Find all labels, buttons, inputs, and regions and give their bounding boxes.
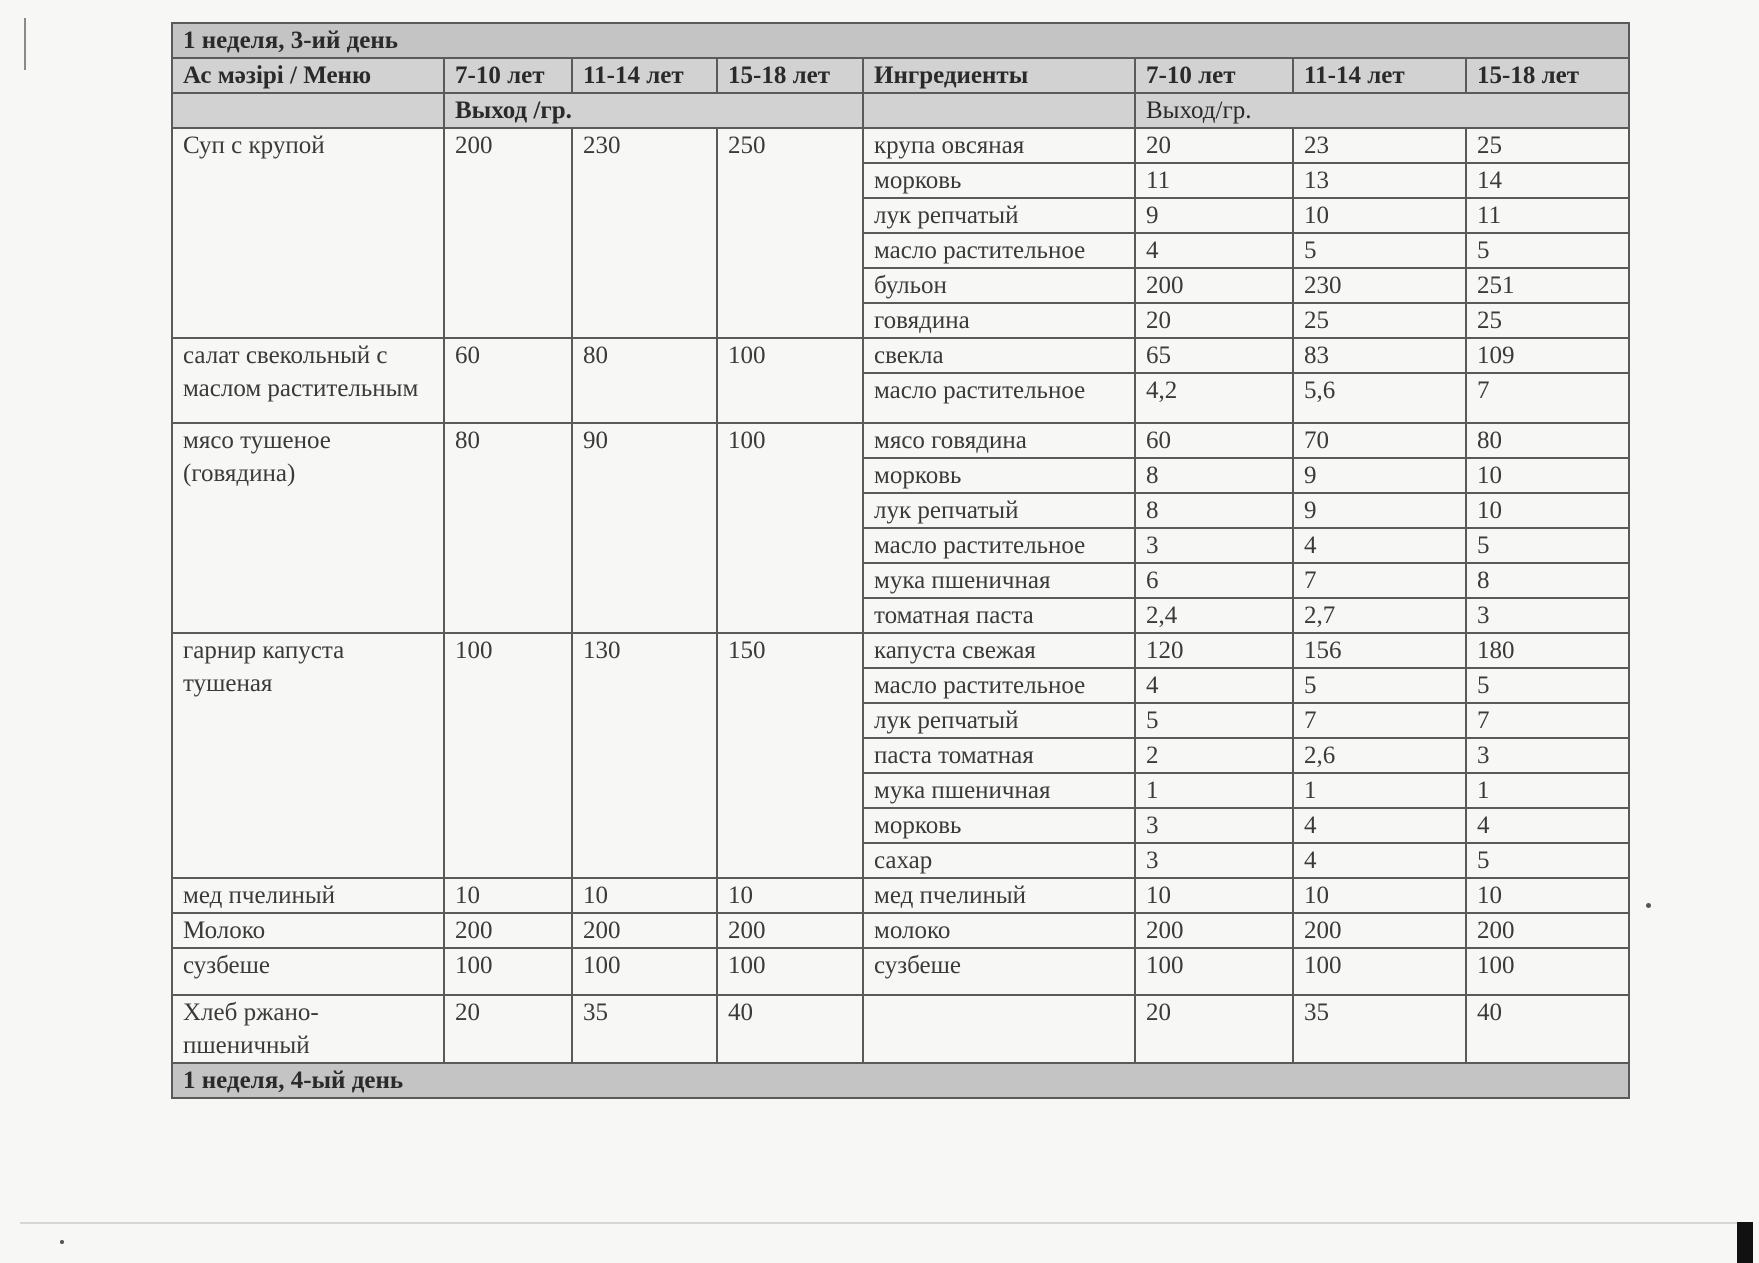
ingredient-amount-7-10: 8 [1135,458,1293,493]
scan-edge-left [24,18,26,70]
ingredient-amount-7-10: 200 [1135,268,1293,303]
dish-row [172,338,1629,373]
ingredient-name: масло растительное [863,668,1135,703]
ingredient-amount-15-18: 11 [1466,198,1629,233]
ingredient-name: говядина [863,303,1135,338]
ingredient-amount-15-18: 5 [1466,843,1629,878]
dish-yield-7-10: 200 [444,913,572,948]
dish-yield-11-14: 90 [572,423,717,633]
ingredient-amount-7-10: 6 [1135,563,1293,598]
dish-name: мясо тушеное (говядина) [172,423,444,633]
ingredient-amount-15-18: 25 [1466,303,1629,338]
week-day-title: 1 неделя, 3-ий день [172,23,1629,58]
ingredient-name: паста томатная [863,738,1135,773]
ingredient-amount-11-14: 2,7 [1293,598,1466,633]
ingredient-amount-11-14: 100 [1293,948,1466,995]
ingredients-header: Ингредиенты [863,58,1135,93]
ingredient-name: морковь [863,808,1135,843]
ingredient-name: бульон [863,268,1135,303]
dish-yield-15-18: 100 [717,423,863,633]
ingredient-name: томатная паста [863,598,1135,633]
ingredient-name: мясо говядина [863,423,1135,458]
dish-yield-15-18: 200 [717,913,863,948]
dish-yield-15-18: 100 [717,338,863,423]
ingredient-amount-15-18: 10 [1466,458,1629,493]
ingredient-amount-11-14: 4 [1293,528,1466,563]
ingredient-amount-7-10: 4,2 [1135,373,1293,423]
ingredient-name: масло растительное [863,373,1135,423]
yield-header-blank [863,93,1135,128]
yield-header-right: Выход/гр. [1135,93,1629,128]
dish-yield-11-14: 10 [572,878,717,913]
scan-edge-bottom [20,1222,1740,1224]
ingredient-amount-7-10: 9 [1135,198,1293,233]
ingredient-amount-7-10: 4 [1135,668,1293,703]
ingredient-amount-11-14: 5 [1293,668,1466,703]
ingredient-amount-11-14: 200 [1293,913,1466,948]
ingredient-name: морковь [863,458,1135,493]
dish-yield-11-14: 130 [572,633,717,878]
ingredient-amount-15-18: 3 [1466,598,1629,633]
dish-yield-7-10: 60 [444,338,572,423]
ingredient-amount-11-14: 10 [1293,198,1466,233]
dish-row [172,995,1629,1063]
ingredient-amount-11-14: 7 [1293,703,1466,738]
ingredient-amount-11-14: 230 [1293,268,1466,303]
ingredient-amount-7-10: 10 [1135,878,1293,913]
ingredient-amount-11-14: 5 [1293,233,1466,268]
scan-speck [60,1240,64,1244]
ingredient-amount-15-18: 25 [1466,128,1629,163]
ingredient-amount-15-18: 5 [1466,668,1629,703]
dish-name: мед пчелиный [172,878,444,913]
ingredient-amount-15-18: 251 [1466,268,1629,303]
ingredient-name: мука пшеничная [863,773,1135,808]
dish-yield-7-10: 10 [444,878,572,913]
ingredient-amount-11-14: 4 [1293,843,1466,878]
age-header-7-10: 7-10 лет [444,58,572,93]
dish-yield-11-14: 200 [572,913,717,948]
ingredient-amount-7-10: 20 [1135,128,1293,163]
ingredient-amount-7-10: 120 [1135,633,1293,668]
ingredient-amount-11-14: 1 [1293,773,1466,808]
ingredient-amount-11-14: 13 [1293,163,1466,198]
ingredient-amount-15-18: 7 [1466,373,1629,423]
ingredient-amount-7-10: 11 [1135,163,1293,198]
ingredient-amount-15-18: 7 [1466,703,1629,738]
ingredient-amount-11-14: 9 [1293,493,1466,528]
ingredient-amount-15-18: 1 [1466,773,1629,808]
table-body [172,23,1629,1098]
week-day-header-row [172,23,1629,58]
ingredient-age-header-11-14: 11-14 лет [1293,58,1466,93]
dish-yield-7-10: 100 [444,633,572,878]
ingredient-amount-11-14: 156 [1293,633,1466,668]
ingredient-amount-15-18: 180 [1466,633,1629,668]
ingredient-amount-11-14: 83 [1293,338,1466,373]
ingredient-name: лук репчатый [863,703,1135,738]
ingredient-name: мед пчелиный [863,878,1135,913]
ingredient-amount-15-18: 3 [1466,738,1629,773]
dish-yield-11-14: 35 [572,995,717,1063]
ingredient-amount-11-14: 7 [1293,563,1466,598]
dish-yield-15-18: 10 [717,878,863,913]
age-header-15-18: 15-18 лет [717,58,863,93]
ingredient-name: лук репчатый [863,198,1135,233]
scan-edge-right [1737,1222,1753,1263]
ingredient-amount-15-18: 14 [1466,163,1629,198]
ingredient-name: морковь [863,163,1135,198]
ingredient-amount-15-18: 10 [1466,493,1629,528]
ingredient-age-header-15-18: 15-18 лет [1466,58,1629,93]
dish-row [172,878,1629,913]
dish-yield-11-14: 80 [572,338,717,423]
dish-yield-11-14: 230 [572,128,717,338]
ingredient-amount-11-14: 4 [1293,808,1466,843]
ingredient-amount-15-18: 200 [1466,913,1629,948]
dish-yield-15-18: 100 [717,948,863,995]
ingredient-amount-7-10: 3 [1135,843,1293,878]
scan-speck [1646,903,1651,908]
ingredient-name: крупа овсяная [863,128,1135,163]
dish-yield-15-18: 150 [717,633,863,878]
dish-yield-11-14: 100 [572,948,717,995]
week-day-footer-row [172,1063,1629,1098]
ingredient-amount-11-14: 9 [1293,458,1466,493]
dish-yield-7-10: 100 [444,948,572,995]
dish-row [172,948,1629,995]
ingredient-amount-15-18: 4 [1466,808,1629,843]
dish-name: Суп с крупой [172,128,444,338]
dish-name: сузбеше [172,948,444,995]
ingredient-amount-7-10: 60 [1135,423,1293,458]
dish-yield-7-10: 200 [444,128,572,338]
ingredient-name: лук репчатый [863,493,1135,528]
ingredient-amount-15-18: 80 [1466,423,1629,458]
ingredient-amount-11-14: 10 [1293,878,1466,913]
ingredient-amount-7-10: 200 [1135,913,1293,948]
age-header-11-14: 11-14 лет [572,58,717,93]
ingredient-amount-11-14: 70 [1293,423,1466,458]
menu-table [171,22,1630,1099]
ingredient-amount-11-14: 25 [1293,303,1466,338]
ingredient-amount-11-14: 35 [1293,995,1466,1063]
ingredient-name: сузбеше [863,948,1135,995]
ingredient-amount-7-10: 2,4 [1135,598,1293,633]
dish-yield-7-10: 20 [444,995,572,1063]
ingredient-name: свекла [863,338,1135,373]
ingredient-name: молоко [863,913,1135,948]
ingredient-amount-7-10: 3 [1135,808,1293,843]
dish-yield-15-18: 40 [717,995,863,1063]
dish-row [172,633,1629,668]
ingredient-name: масло растительное [863,233,1135,268]
ingredient-amount-7-10: 5 [1135,703,1293,738]
ingredient-amount-7-10: 65 [1135,338,1293,373]
ingredient-amount-7-10: 3 [1135,528,1293,563]
ingredient-name: капуста свежая [863,633,1135,668]
yield-header-left: Выход /гр. [444,93,863,128]
ingredient-age-header-7-10: 7-10 лет [1135,58,1293,93]
dish-row [172,423,1629,458]
dish-yield-7-10: 80 [444,423,572,633]
ingredient-amount-7-10: 20 [1135,995,1293,1063]
ingredient-amount-7-10: 100 [1135,948,1293,995]
ingredient-amount-15-18: 5 [1466,233,1629,268]
ingredient-name: масло растительное [863,528,1135,563]
ingredient-name: мука пшеничная [863,563,1135,598]
next-week-day-title: 1 неделя, 4-ый день [172,1063,1629,1098]
column-header-row [172,58,1629,93]
ingredient-amount-7-10: 1 [1135,773,1293,808]
ingredient-amount-15-18: 109 [1466,338,1629,373]
menu-header: Ас мәзірі / Меню [172,58,444,93]
ingredient-amount-7-10: 2 [1135,738,1293,773]
dish-name: Хлеб ржано-пшеничный [172,995,444,1063]
ingredient-amount-11-14: 5,6 [1293,373,1466,423]
dish-row [172,913,1629,948]
ingredient-amount-11-14: 2,6 [1293,738,1466,773]
ingredient-amount-11-14: 23 [1293,128,1466,163]
dish-name: салат свекольный с маслом растительным [172,338,444,423]
ingredient-amount-15-18: 5 [1466,528,1629,563]
yield-header-row [172,93,1629,128]
yield-header-blank [172,93,444,128]
ingredient-amount-15-18: 8 [1466,563,1629,598]
dish-name: Молоко [172,913,444,948]
ingredient-amount-15-18: 100 [1466,948,1629,995]
ingredient-amount-15-18: 40 [1466,995,1629,1063]
ingredient-amount-7-10: 20 [1135,303,1293,338]
ingredient-amount-7-10: 8 [1135,493,1293,528]
ingredient-name [863,995,1135,1063]
ingredient-amount-7-10: 4 [1135,233,1293,268]
dish-row [172,128,1629,163]
ingredient-amount-15-18: 10 [1466,878,1629,913]
ingredient-name: сахар [863,843,1135,878]
dish-yield-15-18: 250 [717,128,863,338]
dish-name: гарнир капуста тушеная [172,633,444,878]
